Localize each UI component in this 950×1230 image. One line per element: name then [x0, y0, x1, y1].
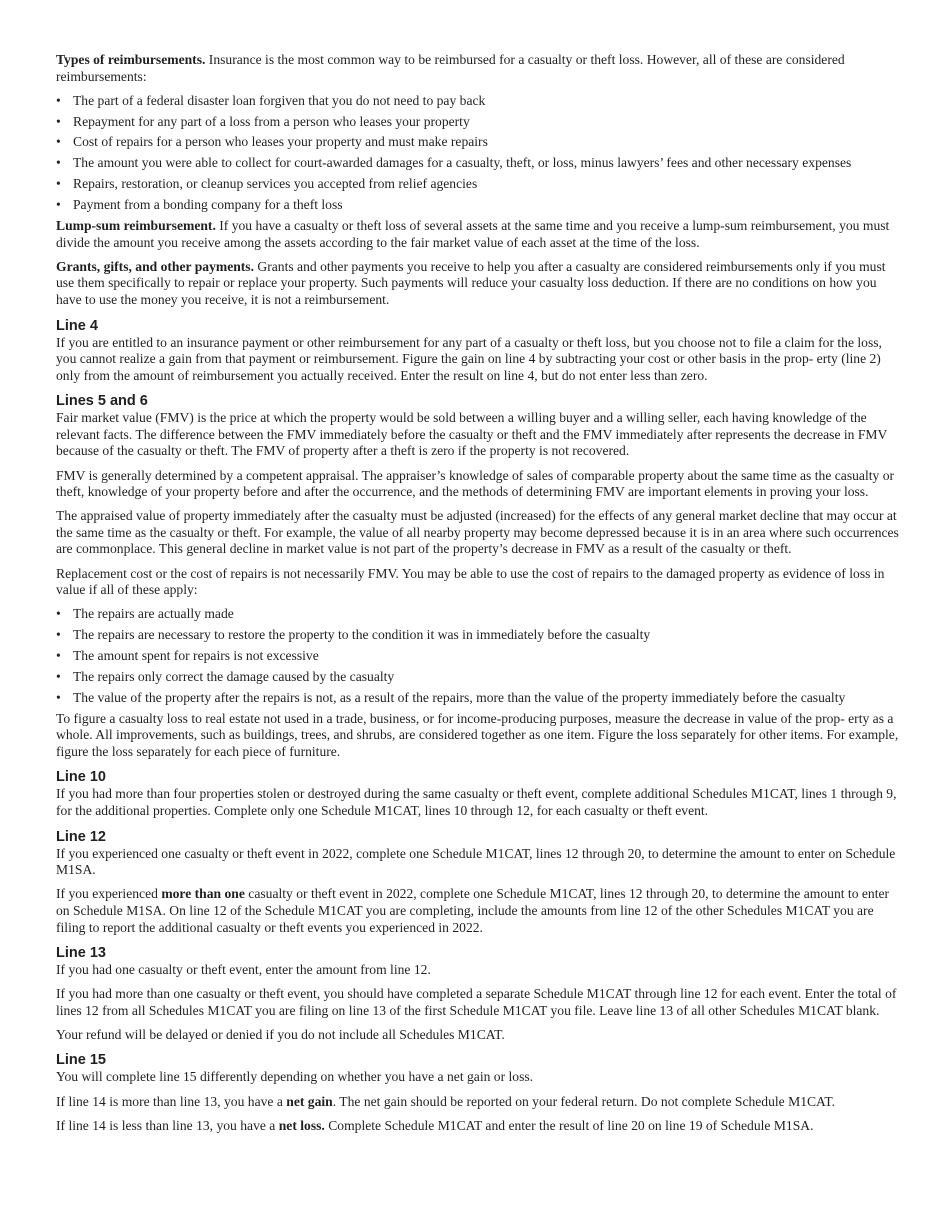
line-15-p3-bold: net loss.: [278, 1117, 325, 1133]
line-12-paragraph-1: If you experienced one casualty or theft event in 2022, complete one Schedule M1CAT, lines 12 through 20, to determine the amount to enter on Schedule M1SA.: [56, 845, 896, 878]
types-of-reimbursements-lead: Types of reimbursements.: [56, 52, 206, 67]
list-item: • The part of a federal disaster loan forgiven that you do not need to pay back: [56, 93, 904, 110]
fmv-definition-paragraph: Fair market value (FMV) is the price at which the property would be sold between a willing buyer and a willing seller, each having knowledge of the relevant facts. The difference between the FMV immediately before the casualty or theft and the FMV immediately after represents the decrease in FMV because of the casualty or theft. The FMV of property after a theft is zero if the property is not recovered.: [56, 410, 888, 459]
line-4-heading: Line 4: [56, 317, 98, 334]
reimbursement-types-list: [56, 93, 904, 214]
list-item: • Repayment for any part of a loss from a person who leases your property: [56, 114, 904, 131]
line-15-p3-pre: If line 14 is less than line 13, you have a: [56, 1117, 279, 1133]
line-15-p2-pre: If line 14 is more than line 13, you have a: [56, 1093, 287, 1109]
replacement-cost-paragraph: Replacement cost or the cost of repairs is not necessarily FMV. You may be able to use the cost of repairs to the damaged property as evidence of loss in value if all of these apply:: [56, 565, 885, 598]
types-of-reimbursements-text: Insurance is the most common way to be reimbursed for a casualty or theft loss. However, all of these are considered reimbursements:: [56, 52, 845, 84]
line-15-paragraph-3: [56, 1118, 904, 1135]
list-item: • Cost of repairs for a person who leases your property and must make repairs: [56, 134, 904, 151]
lump-sum-text: If you have a casualty or theft loss of several assets at the same time and you receive a lump-sum reimbursement, you must divide the amount you receive among the assets according to the fair market value of each asset at the time of the loss.: [56, 218, 890, 250]
line-10-heading: Line 10: [56, 769, 106, 786]
line-15-heading: Line 15: [56, 1052, 106, 1069]
line-12-p2-post: casualty or theft event in 2022, complete one Schedule M1CAT, lines 12 through 20, to determine the amount to enter on Schedule M1SA. On line 12 of the Schedule M1CAT you are completing, include the amounts from line 12 of the other Schedules M1CAT you are filing to report the additional casualty or theft events you experienced in 2022.: [56, 886, 890, 935]
list-item: • The repairs are actually made: [56, 606, 904, 623]
list-item: • Payment from a bonding company for a theft loss: [56, 197, 904, 214]
lump-sum-lead: Lump-sum reimbursement.: [56, 218, 216, 234]
appraised-value-paragraph: The appraised value of property immediately after the casualty must be adjusted (increased) for the effects of any general market decline that may occur at the same time as the casualty or theft. For example, the value of all nearby property may become depressed because it is in an area where such occurrences are commonplace. This general decline in market value is not part of the property’s decrease in FMV as a result of the casualty or theft.: [56, 508, 899, 557]
list-item: • The amount spent for repairs is not excessive: [56, 648, 904, 665]
grants-lead: Grants, gifts, and other payments.: [56, 258, 254, 274]
line-12-paragraph-2: [56, 886, 904, 936]
line-4-paragraph: If you are entitled to an insurance payment or other reimbursement for any part of a casualty or theft loss, but you choose not to file a claim for the loss, you cannot realize a gain from that payment or reimbursement. Figure the gain on line 4 by subtracting your cost or other basis in the prop- erty (line 2) only from the amount of reimbursement you actually received. Enter the result on line 4, but do not enter less than zero.: [56, 334, 882, 383]
line-13-heading: Line 13: [56, 945, 106, 962]
line-12-p2-bold: more than one: [161, 886, 245, 902]
list-item: • The repairs are necessary to restore the property to the condition it was in immediately before the casualty: [56, 627, 904, 644]
line-15-paragraph-1: You will complete line 15 differently depending on whether you have a net gain or loss.: [56, 1069, 534, 1085]
line-12-p2-pre: If you experienced: [56, 886, 162, 902]
real-estate-paragraph: To figure a casualty loss to real estate not used in a trade, business, or for income-producing purposes, measure the decrease in value of the prop- erty as a whole. All improvements, such as buildings, trees, and shrubs, are considered together as one item. Figure the loss separately for other items. For example, figure the loss separately for each piece of furniture.: [56, 710, 899, 759]
grants-paragraph: [56, 259, 904, 309]
list-item: • Repairs, restoration, or cleanup services you accepted from relief agencies: [56, 176, 904, 193]
list-item: • The repairs only correct the damage caused by the casualty: [56, 669, 904, 686]
line-12-heading: Line 12: [56, 828, 106, 845]
repair-conditions-list: [56, 606, 904, 706]
line-15-p2-post: . The net gain should be reported on your federal return. Do not complete Schedule M1CAT.: [332, 1093, 836, 1109]
line-10-paragraph: If you had more than four properties stolen or destroyed during the same casualty or theft event, complete additional Schedules M1CAT, lines 1 through 9, for the additional properties. Complete only one Schedule M1CAT, lines 10 through 12, for each casualty or theft event.: [56, 786, 897, 819]
fmv-appraisal-paragraph: FMV is generally determined by a competent appraisal. The appraiser’s knowledge of sales of comparable property about the same time as the casualty or theft, knowledge of your property before and after the occurrence, and the methods of determining FMV are important elements in proving your loss.: [56, 467, 895, 500]
line-15-p2-bold: net gain: [286, 1093, 333, 1109]
line-13-paragraph-3: Your refund will be delayed or denied if you do not include all Schedules M1CAT.: [56, 1026, 505, 1042]
list-item: • The amount you were able to collect for court-awarded damages for a casualty, theft, or loss, minus lawyers’ fees and other necessary expenses: [56, 155, 904, 172]
grants-text: Grants and other payments you receive to help you after a casualty are considered reimbursements only if you must use them specifically to repair or replace your property. Such payments will reduce your casualty loss deduction. If there are no conditions on how you have to use the money you receive, it is not a reimbursement.: [56, 258, 886, 307]
list-item: • The value of the property after the repairs is not, as a result of the repairs, more than the value of the property immediately before the casualty: [56, 690, 904, 707]
line-15-p3-post: Complete Schedule M1CAT and enter the result of line 20 on line 19 of Schedule M1SA.: [324, 1117, 814, 1133]
line-15-paragraph-2: [56, 1094, 904, 1111]
types-of-reimbursements-paragraph: [56, 52, 904, 85]
line-13-paragraph-2: If you had more than one casualty or theft event, you should have completed a separate Schedule M1CAT through line 12 for each event. Enter the total of lines 12 from all Schedules M1CAT you are filing on line 13 of the first Schedule M1CAT you file. Leave line 13 of all other Schedules M1CAT blank.: [56, 986, 897, 1018]
line-13-paragraph-1: If you had one casualty or theft event, enter the amount from line 12.: [56, 962, 431, 978]
lines-5-6-heading: Lines 5 and 6: [56, 393, 148, 410]
lump-sum-paragraph: [56, 218, 904, 251]
